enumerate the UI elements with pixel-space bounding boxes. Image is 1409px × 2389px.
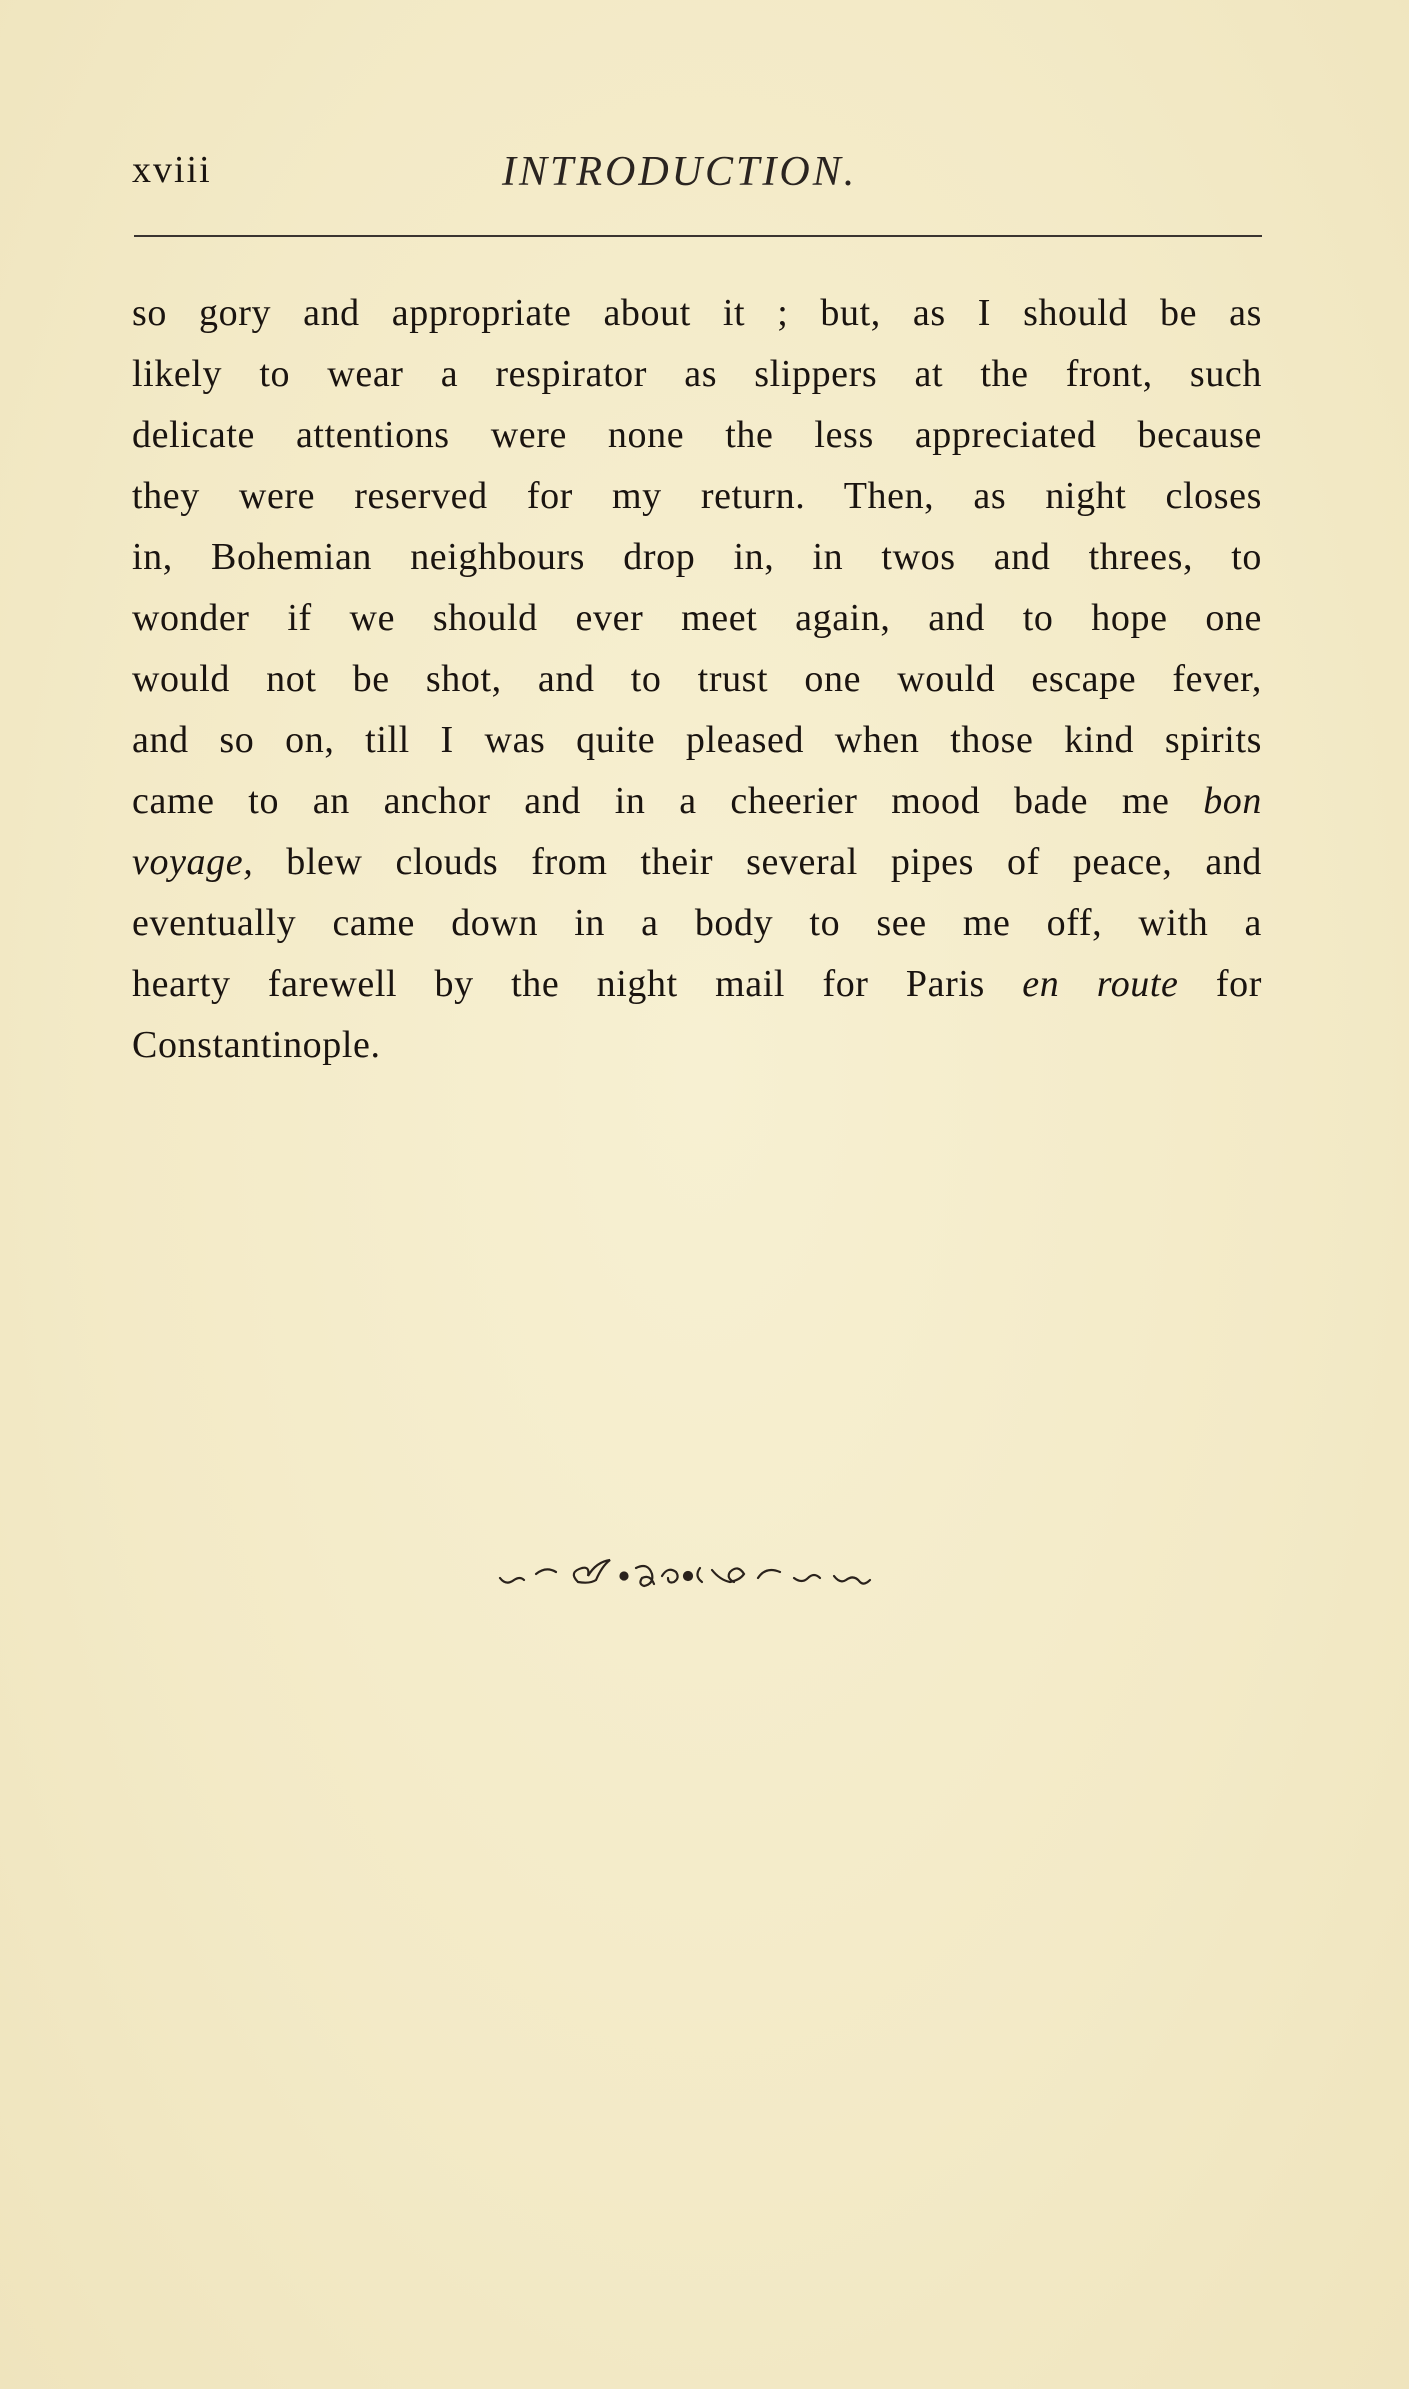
text-line: in, Bohemian neighbours drop in, in twos and threes, to	[132, 536, 1262, 578]
italic-phrase: en route	[1022, 963, 1179, 1005]
running-head	[132, 148, 1260, 198]
running-title: INTRODUCTION.	[502, 149, 858, 195]
italic-phrase: bon	[1203, 780, 1262, 822]
page-number: xviii	[132, 149, 212, 191]
text-line: came to an anchor and in a cheerier mood bade me bon	[132, 780, 1262, 822]
text-line: likely to wear a respirator as slippers at the front, such	[132, 353, 1262, 395]
text-line: so gory and appropriate about it ; but, as I should be as	[132, 292, 1262, 334]
text-line: hearty farewell by the night mail for Paris en route for	[132, 963, 1263, 1005]
text-line: Constantinople.	[132, 1024, 381, 1066]
tailpiece-ornament	[496, 1556, 876, 1596]
text-line: voyage, blew clouds from their several pipes of peace, and	[132, 841, 1262, 883]
body-paragraph	[132, 283, 1262, 1076]
text-line: delicate attentions were none the less appreciated because	[132, 414, 1262, 456]
text-line: they were reserved for my return. Then, as night closes	[132, 475, 1262, 517]
text-line: would not be shot, and to trust one would escape fever,	[132, 658, 1262, 700]
italic-phrase: voyage,	[132, 841, 254, 883]
text-line: wonder if we should ever meet again, and to hope one	[132, 597, 1262, 639]
text-line: eventually came down in a body to see me off, with a	[132, 902, 1262, 944]
header-rule	[134, 235, 1262, 237]
text-line: and so on, till I was quite pleased when those kind spirits	[132, 719, 1262, 761]
